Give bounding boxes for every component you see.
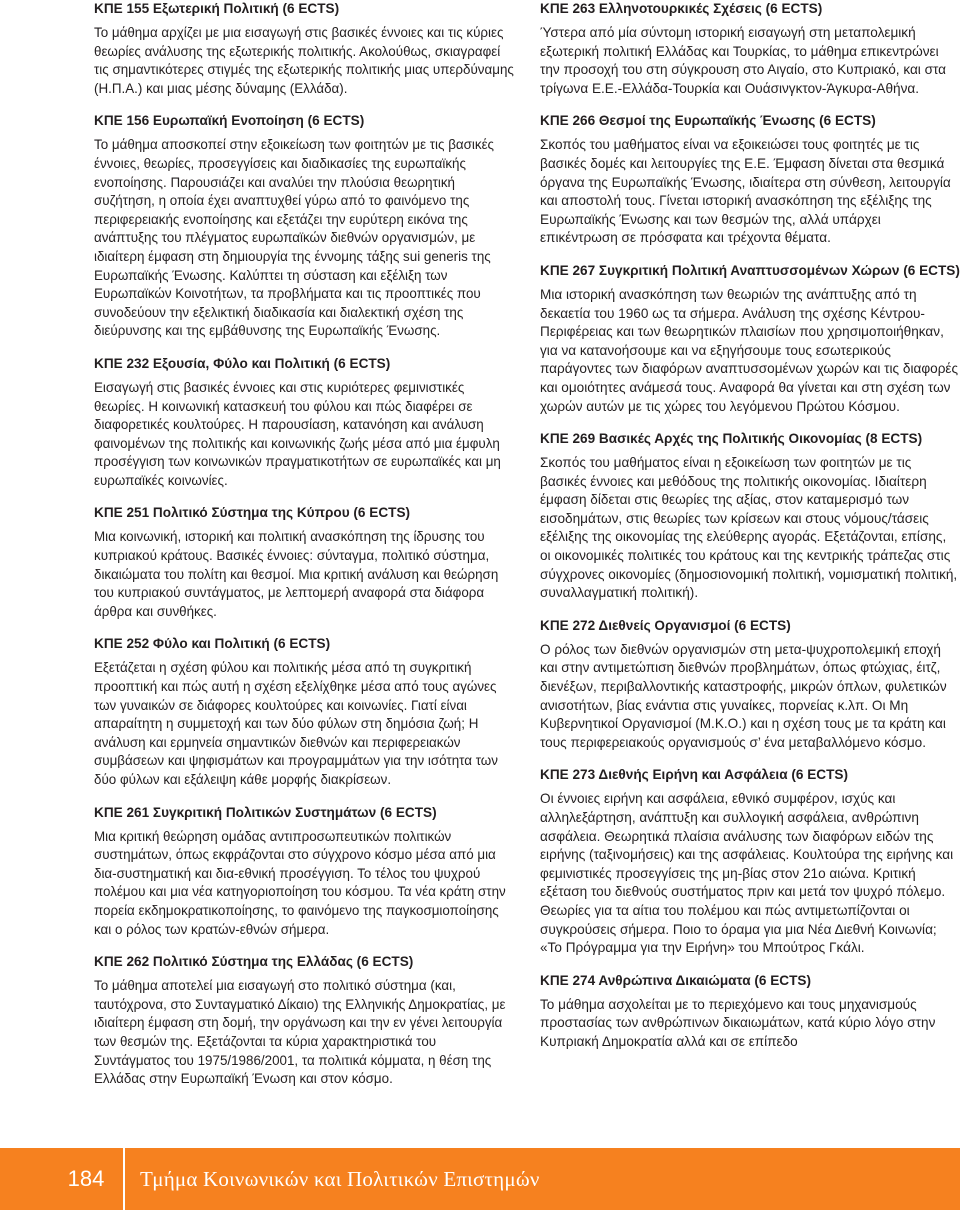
course-description: Μια ιστορική ανασκόπηση των θεωριών της ανάπτυξης από τη δεκαετία του 1960 ως τα σήμερα. Ανάλυση της σχέσης Κέντρου- Περιφέρειας και των θεωρητικών πλαισίων που χρησιμοποιήθηκαν, για να κατανοήσουμε και να εξηγήσουμε τους εσωτερικούς παράγοντες των διαφόρων αναπτυσσομένων χωρών και τις διαφορές και ομοιότητες ανάμεσά τους. Αναφορά θα γίνεται και στη σχέση των χωρών αυτών με τις χώρες του λεγόμενου Πρώτου Κόσμου.	[540, 286, 959, 414]
course-entry	[540, 0, 960, 98]
course-title: ΚΠΕ 266 Θεσμοί της Ευρωπαϊκής Ένωσης (6 ECTS)	[540, 113, 876, 129]
course-title: ΚΠΕ 232 Εξουσία, Φύλο και Πολιτική (6 ECTS)	[94, 355, 391, 371]
course-title: ΚΠΕ 274 Ανθρώπινα Δικαιώματα (6 ECTS)	[540, 972, 811, 988]
course-title: ΚΠΕ 252 Φύλο και Πολιτική (6 ECTS)	[94, 636, 331, 652]
course-description: Ύστερα από μία σύντομη ιστορική εισαγωγή στη μεταπολεμική εξωτερική πολιτική Ελλάδας και Τουρκίας, το μάθημα επικεντρώνει την προσοχή του στη σύγκρουση στο Αιγαίο, στο Κυπριακό, και στα τρίγωνα Ε.Ε.-Ελλάδα-Τουρκία και Ουάσινγκτον-Άγκυρα-Αθήνα.	[540, 25, 947, 96]
footer-divider	[123, 1148, 125, 1210]
course-description: Το μάθημα αποσκοπεί στην εξοικείωση των φοιτητών με τις βασικές έννοιες, θεωρίες, προσεγγίσεις και διαδικασίες της ευρωπαϊκής ενοποίησης. Παρουσιάζει και αναλύει την πλούσια θεωρητική συζήτηση, η οποία έχει αναπτυχθεί γύρω από το φαινόμενο της περιφερειακής ενοποίησης και εξετάζει την ευρύτερη εικόνα της ανάπτυξης του πλέγματος ευρωπαϊκών διεθνών οργανισμών, με ιδιαίτερη έμφαση στη δημιουργία της έννομης τάξης sui generis της Ευρωπαϊκής Ένωσης. Καλύπτει τη σύσταση και εξέλιξη των Ευρωπαϊκών Κοινοτήτων, τα προβλήματα και τις προοπτικές που συνοδεύουν την εξελικτική διαδικασία και διαλεκτική σχέση της διεύρυνσης και της εμβάθυνσης της Ευρωπαϊκής Ένωσης.	[94, 137, 494, 339]
course-description: Εξετάζεται η σχέση φύλου και πολιτικής μέσα από τη συγκριτική προοπτική και πώς αυτή η σχέση εξελίχθηκε μέσα από τους αγώνες των γυναικών σε διάφορες κουλτούρες και κοινωνίες. Γιατί είναι απαραίτητη η συμμετοχή και των δύο φύλων στη δημόσια ζωή; Η ανάλυση και ερμηνεία σημαντικών διεθνών και περιφερειακών συμβάσεων και ψηφισμάτων και προγραμμάτων για την ισότητα των δύο φύλων και εξάλειψη κάθε μορφής διακρίσεων.	[94, 660, 498, 787]
course-description: Σκοπός του μαθήματος είναι να εξοικειώσει τους φοιτητές με τις βασικές δομές και λειτουργίες της Ε.Ε. Έμφαση δίνεται στα θεσμικά όργανα της Ευρωπαϊκής Ένωσης, ιδιαίτερα στη σύνθεση, λειτουργία και αποστολή τους. Γίνεται ιστορική ανασκόπηση της εξέλιξης της Ευρωπαϊκής Ένωσης και των θεσμών της, αλλά υπάρχει επικέντρωση σε πρόσφατα και τρέχοντα θέματα.	[540, 137, 951, 246]
course-description: Οι έννοιες ειρήνη και ασφάλεια, εθνικό συμφέρον, ισχύς και αλληλεξάρτηση, ανάπτυξη και συλλογική ασφάλεια, ανθρώπινη ασφάλεια. Θεωρητικά πλαίσια ανάλυσης των διαφόρων ειδών της ειρήνης (ταξινομήσεις) και της ασφάλειας. Κουλτούρα της ειρήνης και φεμινιστικές προσεγγίσεις της μη-βίας στον 21ο αιώνα. Κριτική εξέταση του διεθνούς συστήματος πριν και μετά τον ψυχρό πόλεμο. Θεωρίες για τα αίτια του πολέμου και πώς αντιμετωπίζονται οι συγκρούσεις σήμερα. Ποιο το όραμα για μια Νέα Διεθνή Κοινωνία; «Το Πρόγραμμα για την Ειρήνη» του Μπούτρος Γκάλι.	[540, 791, 954, 956]
course-title: ΚΠΕ 262 Πολιτικό Σύστημα της Ελλάδας (6 ECTS)	[94, 954, 414, 970]
course-entry	[540, 766, 960, 957]
department-name: Τμήμα Κοινωνικών και Πολιτικών Επιστημών	[140, 1166, 540, 1191]
course-entry	[540, 430, 960, 603]
course-entry	[540, 112, 960, 248]
course-title: ΚΠΕ 261 Συγκριτική Πολιτικών Συστημάτων (6 ECTS)	[94, 804, 437, 820]
course-title: ΚΠΕ 267 Συγκριτική Πολιτική Αναπτυσσομένων Χώρων (6 ECTS)	[540, 262, 960, 278]
course-entry	[94, 635, 514, 789]
course-description: Εισαγωγή στις βασικές έννοιες και στις κυριότερες φεμινιστικές θεωρίες. Η κοινωνική κατασκευή του φύλου και πώς διαφέρει σε διαφορετικές κουλτούρες. Η παρουσίαση, κατανόηση και ανάλυση φαινομένων της πολιτικής και κοινωνικής ζωής μέσα από μια έμφυλη προσέγγιση των κοινωνικών πραγματικοτήτων σε ευρωπαϊκές και μη ευρωπαϊκές κοινωνίες.	[94, 379, 501, 488]
course-title: ΚΠΕ 251 Πολιτικό Σύστημα της Κύπρου (6 ECTS)	[94, 505, 411, 521]
course-entry	[94, 355, 514, 491]
course-description: Μια κριτική θεώρηση ομάδας αντιπροσωπευτικών πολιτικών συστημάτων, όπως εκφράζονται στο σύγχρονο κόσμο μέσα από μια δια-συστηματική και δια-εθνική προσέγγιση. Το τέλος του ψυχρού πολέμου και μια νέα κατηγοριοποίηση του κόσμου. Τα νέα κράτη στην πορεία εκδημοκρατικοποίησης, το φαινόμενο της παγκοσμιοποίησης και ο ρόλος των κρατών-εθνών σήμερα.	[94, 828, 506, 937]
course-title: ΚΠΕ 272 Διεθνείς Οργανισμοί (6 ECTS)	[540, 617, 791, 633]
page-number: 184	[67, 1166, 105, 1191]
right-column	[540, 0, 960, 1066]
course-description: Το μάθημα αποτελεί μια εισαγωγή στο πολιτικό σύστημα (και, ταυτόχρονα, στο Συνταγματικό Δίκαιο) της Ελληνικής Δημοκρατίας, με ιδιαίτερη έμφαση στη δομή, την οργάνωση και την εν γένει λειτουργία των θεσμών της. Εξετάζονται τα κύρια χαρακτηριστικά του Συντάγματος του 1975/1986/2001, τα πολιτικά κόμματα, η θέση της Ελλάδας στην Ευρωπαϊκή Ένωση και στον κόσμο.	[94, 978, 506, 1087]
page-footer	[0, 1148, 960, 1210]
course-title: ΚΠΕ 269 Βασικές Αρχές της Πολιτικής Οικονομίας (8 ECTS)	[540, 431, 923, 447]
course-entry	[94, 0, 514, 98]
course-description: Το μάθημα αρχίζει με μια εισαγωγή στις βασικές έννοιες και τις κύριες θεωρίες ανάλυσης της εξωτερικής πολιτικής. Ακολούθως, σκιαγραφεί τις σημαντικότερες στιγμές της εξωτερικής πολιτικής μιας υπερδύναμης (Η.Π.Α.) και μιας μέσης δύναμης (Ελλάδα).	[94, 25, 514, 96]
course-title: ΚΠΕ 263 Ελληνοτουρκικές Σχέσεις (6 ECTS)	[540, 1, 823, 16]
course-entry	[94, 504, 514, 621]
course-title: ΚΠΕ 273 Διεθνής Ειρήνη και Ασφάλεια (6 ECTS)	[540, 767, 848, 783]
course-description: Σκοπός του μαθήματος είναι η εξοικείωση των φοιτητών με τις βασικές έννοιες και μεθόδους της πολιτικής οικονομίας. Ιδιαίτερη έμφαση δίδεται στις θεωρίες της αξίας, στον καταμερισμό των εισοδημάτων, στις θεωρίες των κρίσεων και στους νόμους/τάσεις εξέλιξης της οικονομίας της ελεύθερης αγοράς. Εξετάζονται, επίσης, οι οικονομικές πολιτικές του κράτους και της κεντρικής τράπεζας στις σύγχρονες οικονομίες (δημοσιονομική πολιτική, νομισματική πολιτική, συναλλαγματική πολιτική).	[540, 455, 958, 601]
course-title: ΚΠΕ 156 Ευρωπαϊκή Ενοποίηση (6 ECTS)	[94, 113, 365, 129]
course-entry	[94, 112, 514, 341]
course-description: Το μάθημα ασχολείται με το περιεχόμενο και τους μηχανισμούς προστασίας των ανθρώπινων δικαιωμάτων, κατά κύριο λόγο στην Κυπριακή Δημοκρατία αλλά και σε επίπεδο	[540, 996, 936, 1049]
course-entry	[540, 262, 960, 416]
course-entry	[540, 617, 960, 753]
course-title: ΚΠΕ 155 Εξωτερική Πολιτική (6 ECTS)	[94, 1, 340, 16]
course-entry	[94, 804, 514, 940]
left-column	[94, 0, 514, 1103]
course-entry	[94, 953, 514, 1089]
course-entry	[540, 972, 960, 1052]
course-description: Μια κοινωνική, ιστορική και πολιτική ανασκόπηση της ίδρυσης του κυπριακού κράτους. Βασικές έννοιες: σύνταγμα, πολιτικό σύστημα, δικαιώματα του πολίτη και θεσμοί. Μια κριτική ανάλυση και θεώρηση του κυπριακού συντάγματος, με λεπτομερή αναφορά στα διάφορα άρθρα και συνθήκες.	[94, 529, 499, 619]
course-description: Ο ρόλος των διεθνών οργανισμών στη μετα-ψυχροπολεμική εποχή και στην αντιμετώπιση διεθνών προβλημάτων, όπως φτώχιας, έιτζ, διενέξων, περιβαλλοντικής καταστροφής, μικρών όπλων, φυλετικών ανισοτήτων, βίας ενάντια στις γυναίκες, πορνείας κ.λπ. Οι Μη Κυβερνητικοί Οργανισμοί (Μ.Κ.Ο.) και η σχέση τους με τα κράτη και τους περιφερειακούς οργανισμούς σ’ ένα μεταβαλλόμενο κόσμο.	[540, 641, 947, 750]
